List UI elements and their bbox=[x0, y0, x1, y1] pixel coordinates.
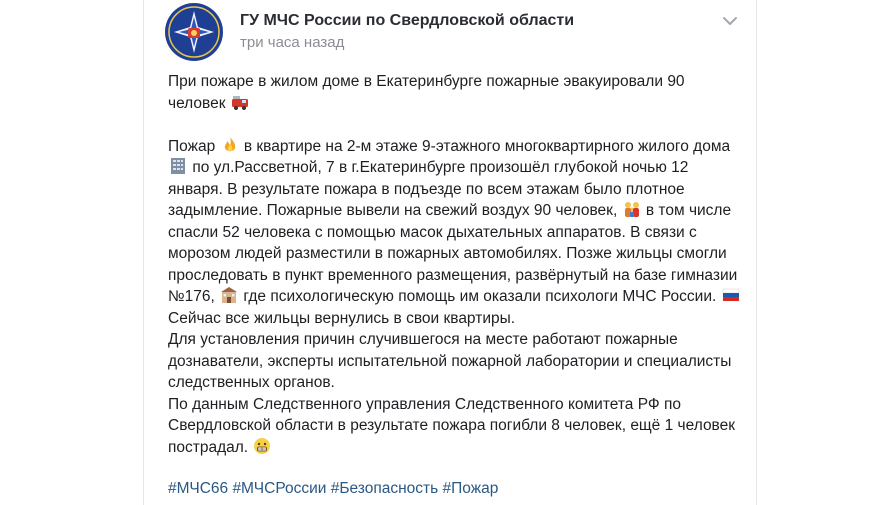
body-casualties-text: По данным Следственного управления Следственного комитета РФ по Свердловской области в результате пожара погибли 8 человек, ещё 1 человек пострадал. bbox=[168, 395, 736, 456]
hashtag-safety[interactable]: #Безопасность bbox=[330, 480, 439, 497]
body-apartment-text: в квартире на 2-м этаже 9-этажного многоквартирного жилого дома bbox=[243, 137, 731, 155]
group-avatar[interactable] bbox=[165, 3, 223, 61]
post-card bbox=[143, 0, 757, 505]
post-body-paragraph bbox=[168, 136, 743, 330]
group-name[interactable]: ГУ МЧС России по Свердловской области bbox=[240, 12, 575, 29]
body-incident-text: по ул.Рассветной, 7 в г.Екатеринбурге произошёл глубокой ночью 12 января. В результате пожара в подъезде по всем этажам было плотное задымление. Пожарные вывели на свежий воздух 90 человек, bbox=[168, 159, 689, 219]
post-title: При пожаре в жилом доме в Екатеринбурге пожарные эвакуировали 90 человек bbox=[168, 73, 685, 112]
chevron-down-icon[interactable] bbox=[721, 14, 739, 28]
body-evacuation-text: в том числе спасли 52 человека с помощью масок дыхательных аппаратов. В связи с морозом людей разместили в пожарных автомобилях. Позже жильцы смогли проследовать в пункт временного размещения, развёрнутый на базе гимназии №176, bbox=[168, 202, 738, 305]
mchs-emblem-icon bbox=[165, 3, 223, 61]
post-title-paragraph bbox=[168, 71, 743, 114]
post-casualties-paragraph bbox=[168, 394, 743, 459]
hashtag-mchs-russia[interactable]: #МЧСРоссии bbox=[232, 480, 327, 497]
body-fire-word: Пожар bbox=[168, 137, 216, 155]
hashtag-mchs66[interactable]: #МЧС66 bbox=[168, 480, 229, 497]
body-psychologists-text: где психологическую помощь им оказали психологи МЧС России. bbox=[243, 288, 717, 305]
post-investigation-paragraph: Для установления причин случившегося на месте работают пожарные дознаватели, эксперты испытательной пожарной лаборатории и специалисты следственных органов. bbox=[168, 331, 732, 391]
hashtag-list bbox=[168, 480, 498, 498]
fire-icon bbox=[221, 136, 239, 154]
post-time[interactable]: три часа назад bbox=[240, 34, 345, 51]
grimacing-face-icon bbox=[253, 437, 271, 455]
fire-engine-icon bbox=[231, 93, 249, 111]
office-building-icon bbox=[169, 157, 187, 175]
body-residents-returned-text: Сейчас все жильцы вернулись в свои квартиры. bbox=[168, 309, 516, 327]
school-icon bbox=[220, 286, 238, 304]
hashtag-fire[interactable]: #Пожар bbox=[442, 480, 499, 497]
russia-flag-icon bbox=[722, 286, 740, 304]
family-icon bbox=[623, 200, 641, 218]
post-text bbox=[168, 71, 743, 458]
